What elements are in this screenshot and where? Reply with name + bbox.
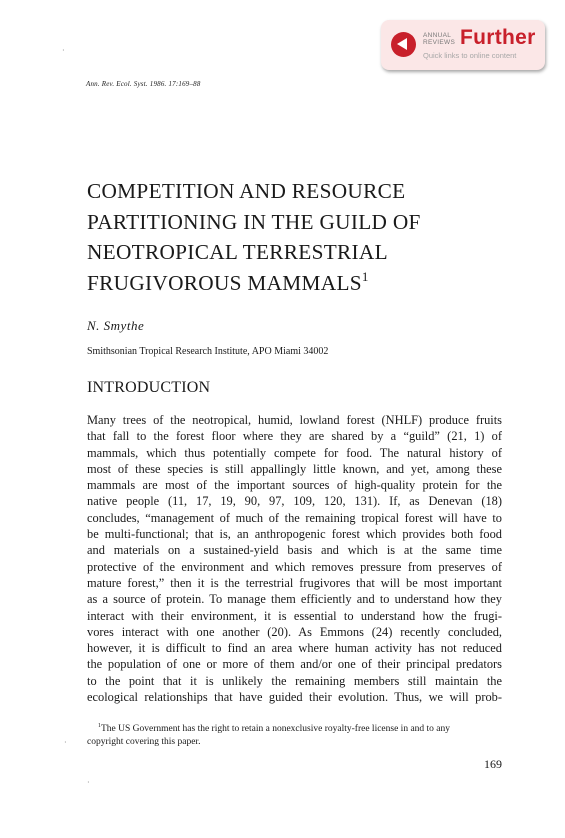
body-line: interact with their environment, it is essential to understand how the frugi- [87, 608, 502, 623]
body-line: as a source of protein. To manage them efficiently and to understand how they [87, 592, 502, 607]
footnote [87, 720, 502, 749]
quick-links-label: Quick links to online content [423, 51, 517, 60]
title-line: COMPETITION AND RESOURCE [87, 179, 406, 203]
body-line: mammals are most of the important sources of high-quality protein for the [87, 478, 502, 493]
journal-citation: Ann. Rev. Ecol. Syst. 1986. 17:169–88 [86, 80, 201, 88]
arrow-left-icon [391, 32, 416, 57]
annual-reviews-further-badge[interactable] [381, 20, 545, 70]
scan-speck: · [62, 46, 65, 55]
body-line: however, it is difficult to find an area where human activity has not reduced [87, 641, 502, 656]
title-line: NEOTROPICAL TERRESTRIAL [87, 240, 388, 264]
article-title [87, 176, 507, 298]
body-line: ecological relationships that have guided their evolution. Thus, we will prob- [87, 690, 502, 705]
scan-speck: · [87, 778, 90, 787]
body-line: native people (11, 17, 19, 90, 97, 109, 120, 131). If, as Denevan (18) [87, 494, 502, 509]
body-line: mature forest,” then it is the terrestrial frugivores that will be most important [87, 575, 502, 590]
title-last-line: FRUGIVOROUS MAMMALS [87, 270, 362, 295]
body-line: mammals, which thus potentially compete for food. The natural history of [87, 445, 502, 460]
body-line: Many trees of the neotropical, humid, lowland forest (NHLF) produce fruits [87, 413, 502, 427]
body-line: and materials on a sustained-yield basis and which is at the same time [87, 543, 502, 558]
body-line: be multi-functional; that is, an anthropogenic forest which provides both food [87, 527, 502, 542]
body-line: the population of one or more of them and/or one of their principal predators [87, 657, 502, 672]
body-line: concludes, “management of much of the remaining tropical forest will have to [87, 510, 502, 525]
author-affiliation: Smithsonian Tropical Research Institute, APO Miami 34002 [87, 346, 329, 357]
body-line: to the point that it is unlikely the remaining members still maintain the [87, 673, 502, 688]
footnote-line: copyright covering this paper. [87, 737, 201, 748]
footnote-marker: 1 [98, 723, 101, 729]
footnote-text: The US Government has the right to retain a nonexclusive royalty-free license in and to any [101, 724, 451, 735]
body-text [87, 412, 502, 705]
footnote-line [87, 720, 502, 736]
section-heading: INTRODUCTION [87, 379, 211, 396]
page-number: 169 [484, 757, 502, 771]
title-line [87, 268, 507, 299]
body-line: protective of the environment and which removes pressure from preserves of [87, 559, 502, 574]
further-label: Further [460, 26, 536, 49]
title-footnote-marker[interactable]: 1 [361, 268, 369, 284]
body-line: vores interact with one another (20). As Emmons (24) recently concluded, [87, 624, 502, 639]
body-line: most of these species is still appallingly little known, and yet, among these [87, 461, 502, 476]
author-name: N. Smythe [87, 318, 145, 333]
title-line: PARTITIONING IN THE GUILD OF [87, 209, 421, 234]
scan-speck: · [64, 738, 67, 747]
annual-reviews-label: ANNUAL REVIEWS [423, 32, 456, 46]
body-line: that fall to the forest floor where they are shared by a “guild” (21, 1) of [87, 429, 502, 444]
